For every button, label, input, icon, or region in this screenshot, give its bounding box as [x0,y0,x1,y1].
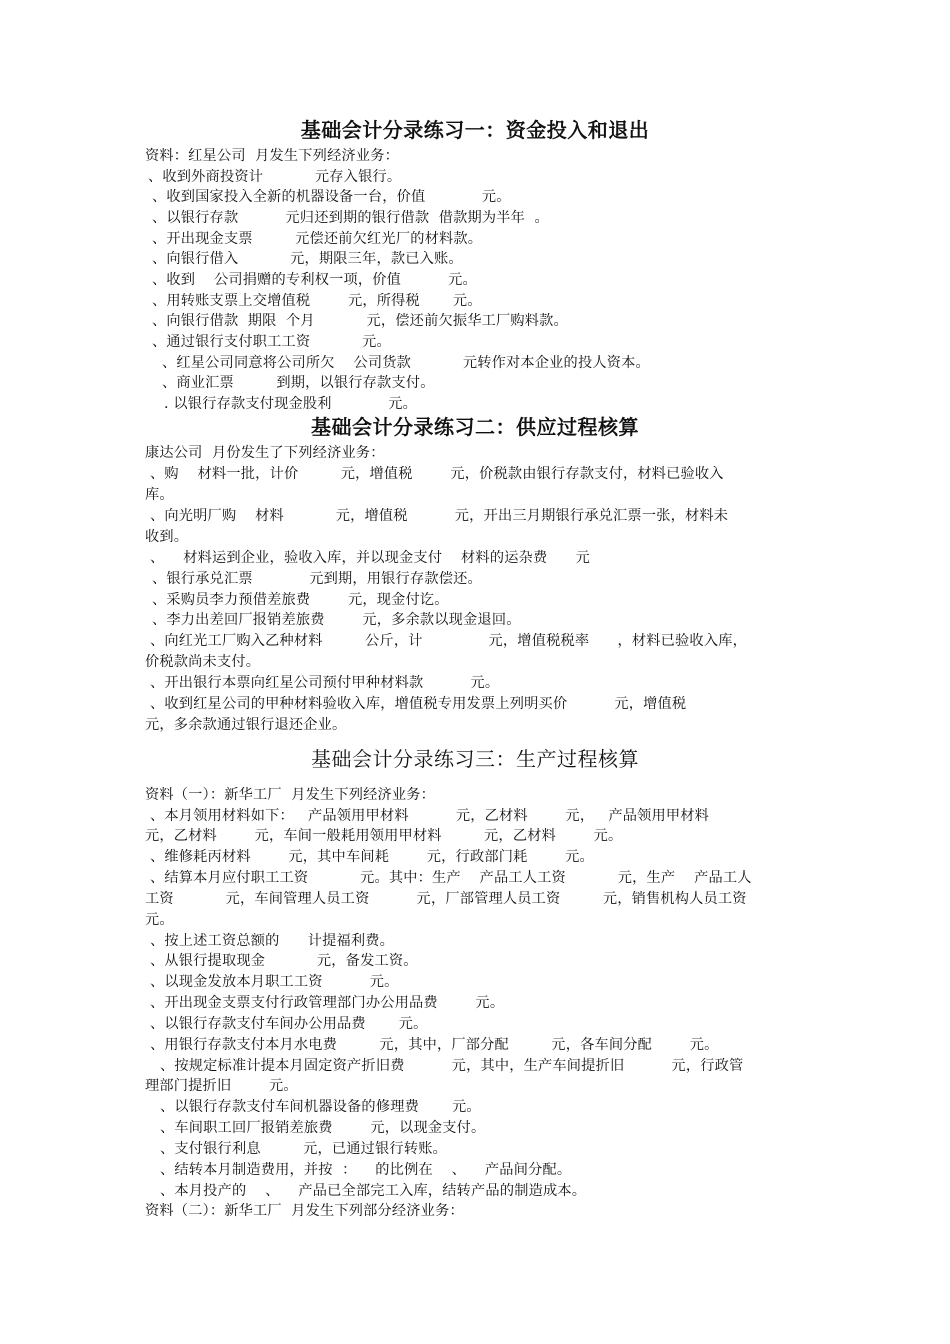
section3-intro2: 资料（二）：新华工厂 月发生下列部分经济业务： [145,1203,464,1219]
section3-item: 、车间职工回厂报销差旅费 元，以现金支付。 [160,1120,486,1136]
section1-intro: 资料：红星公司 月发生下列经济业务： [145,148,400,164]
section3-item: 、用银行存款支付本月水电费 元，其中，厂部分配 元，各车间分配 元。 [150,1037,719,1053]
section3-item: 、按上述工资总额的 计提福利费。 [150,933,395,949]
section3-item-continued: 工资 元，车间管理人员工资 元，厂部管理人员工资 元，销售机构人员工资 [145,891,747,907]
section1-item: 、向银行借入 元，期限三年，款已入账。 [152,251,463,267]
section2-item-continued: 收到。 [145,529,189,545]
section3-item: 、按规定标准计提本月固定资产折旧费 元，其中，生产车间提折旧 元，行政管 [160,1058,744,1074]
section2-item: 、李力出差回厂报销差旅费 元，多余款以现金退回。 [152,612,521,628]
section1-item: 、收到 公司捐赠的专利权一项，价值 元。 [152,272,477,288]
section2-title: 基础会计分录练习二：供应过程核算 [311,415,639,439]
section2-item-continued: 库。 [145,487,174,503]
section2-item: 、向红光工厂购入乙种材料 公斤，计 元，增值税税率 ，材料已验收入库， [150,633,747,649]
section3-item: 、本月投产的 、 产品已全部完工入库，结转产品的制造成本。 [160,1183,587,1199]
section2-intro: 康达公司 月份发生了下列经济业务： [145,445,385,461]
section3-item: 、本月领用材料如下： 产品领用甲材料 元，乙材料 元， 产品领用甲材料 [150,808,710,824]
section3-item: 、维修耗丙材料 元，其中车间耗 元，行政部门耗 元。 [150,849,594,865]
section2-item: 、收到红星公司的甲种材料验收入库，增值税专用发票上列明买价 元，增值税 [150,696,687,712]
section3-item: 、支付银行利息 元，已通过银行转账。 [160,1141,447,1157]
section3-item: 、以银行存款支付车间机器设备的修理费 元。 [160,1099,481,1115]
section2-item: 、向光明厂购 材料 元，增值税 元，开出三月期银行承兑汇票一张，材料未 [150,508,729,524]
section3-intro: 资料（一）：新华工厂 月发生下列经济业务： [145,787,436,803]
section1-item: 、用转账支票上交增值税 元，所得税 元。 [152,293,482,309]
section3-item: 、从银行提取现金 元，备发工资。 [150,953,418,969]
section3-item: 、开出现金支票支付行政管理部门办公用品费 元。 [150,995,505,1011]
section3-item: 、以现金发放本月职工工资 元。 [150,974,399,990]
section3-item: 、结转本月制造费用，并按 ： 的比例在 、 产品间分配。 [160,1162,572,1178]
section3-item-continued: 元。 [145,912,174,928]
section3-item-continued: 元，乙材料 元，车间一般耗用领用甲材料 元，乙材料 元。 [145,828,623,844]
section1-item: . 以银行存款支付现金股利 元。 [164,396,417,412]
section3-item: 、以银行存款支付车间办公用品费 元。 [150,1016,428,1032]
section2-item: 、购 材料一批，计价 元，增值税 元，价税款由银行存款支付，材料已验收入 [150,466,724,482]
section1-title: 基础会计分录练习一：资金投入和退出 [300,118,650,142]
section1-item: 、开出现金支票 元偿还前欠红光厂的材料款。 [152,231,483,247]
section2-item-continued: 价税款尚未支付。 [145,654,261,670]
section1-item: 、收到国家投入全新的机器设备一台，价值 元。 [152,189,511,205]
section1-item: 、通过银行支付职工工资 元。 [152,334,391,350]
section1-item: 、向银行借款 期限 个月 元，偿还前欠振华工厂购料款。 [152,313,568,329]
section2-item: 、 材料运到企业，验收入库，并以现金支付 材料的运杂费 元 [150,550,591,566]
section2-item: 、银行承兑汇票 元到期，用银行存款偿还。 [152,571,482,587]
section2-item-continued: 元，多余款通过银行退还企业。 [145,717,347,733]
section1-item: 、收到外商投资计 元存入银行。 [148,169,402,185]
section3-item-continued: 理部门提折旧 元。 [145,1078,298,1094]
section1-item: 、红星公司同意将公司所欠 公司货款 元转作对本企业的投人资本。 [162,355,650,371]
section1-item: 、以银行存款 元归还到期的银行借款 借款期为半年 。 [152,210,549,226]
section1-item: 、商业汇票 到期，以银行存款支付。 [162,375,435,391]
section3-item: 、结算本月应付职工工资 元。其中：生产 产品工人工资 元，生产 产品工人 [150,870,752,886]
section3-title: 基础会计分录练习三：生产过程核算 [311,747,639,771]
section2-item: 、开出银行本票向红星公司预付甲种材料款 元。 [150,675,500,691]
section2-item: 、采购员李力预借差旅费 元，现金付讫。 [152,592,449,608]
